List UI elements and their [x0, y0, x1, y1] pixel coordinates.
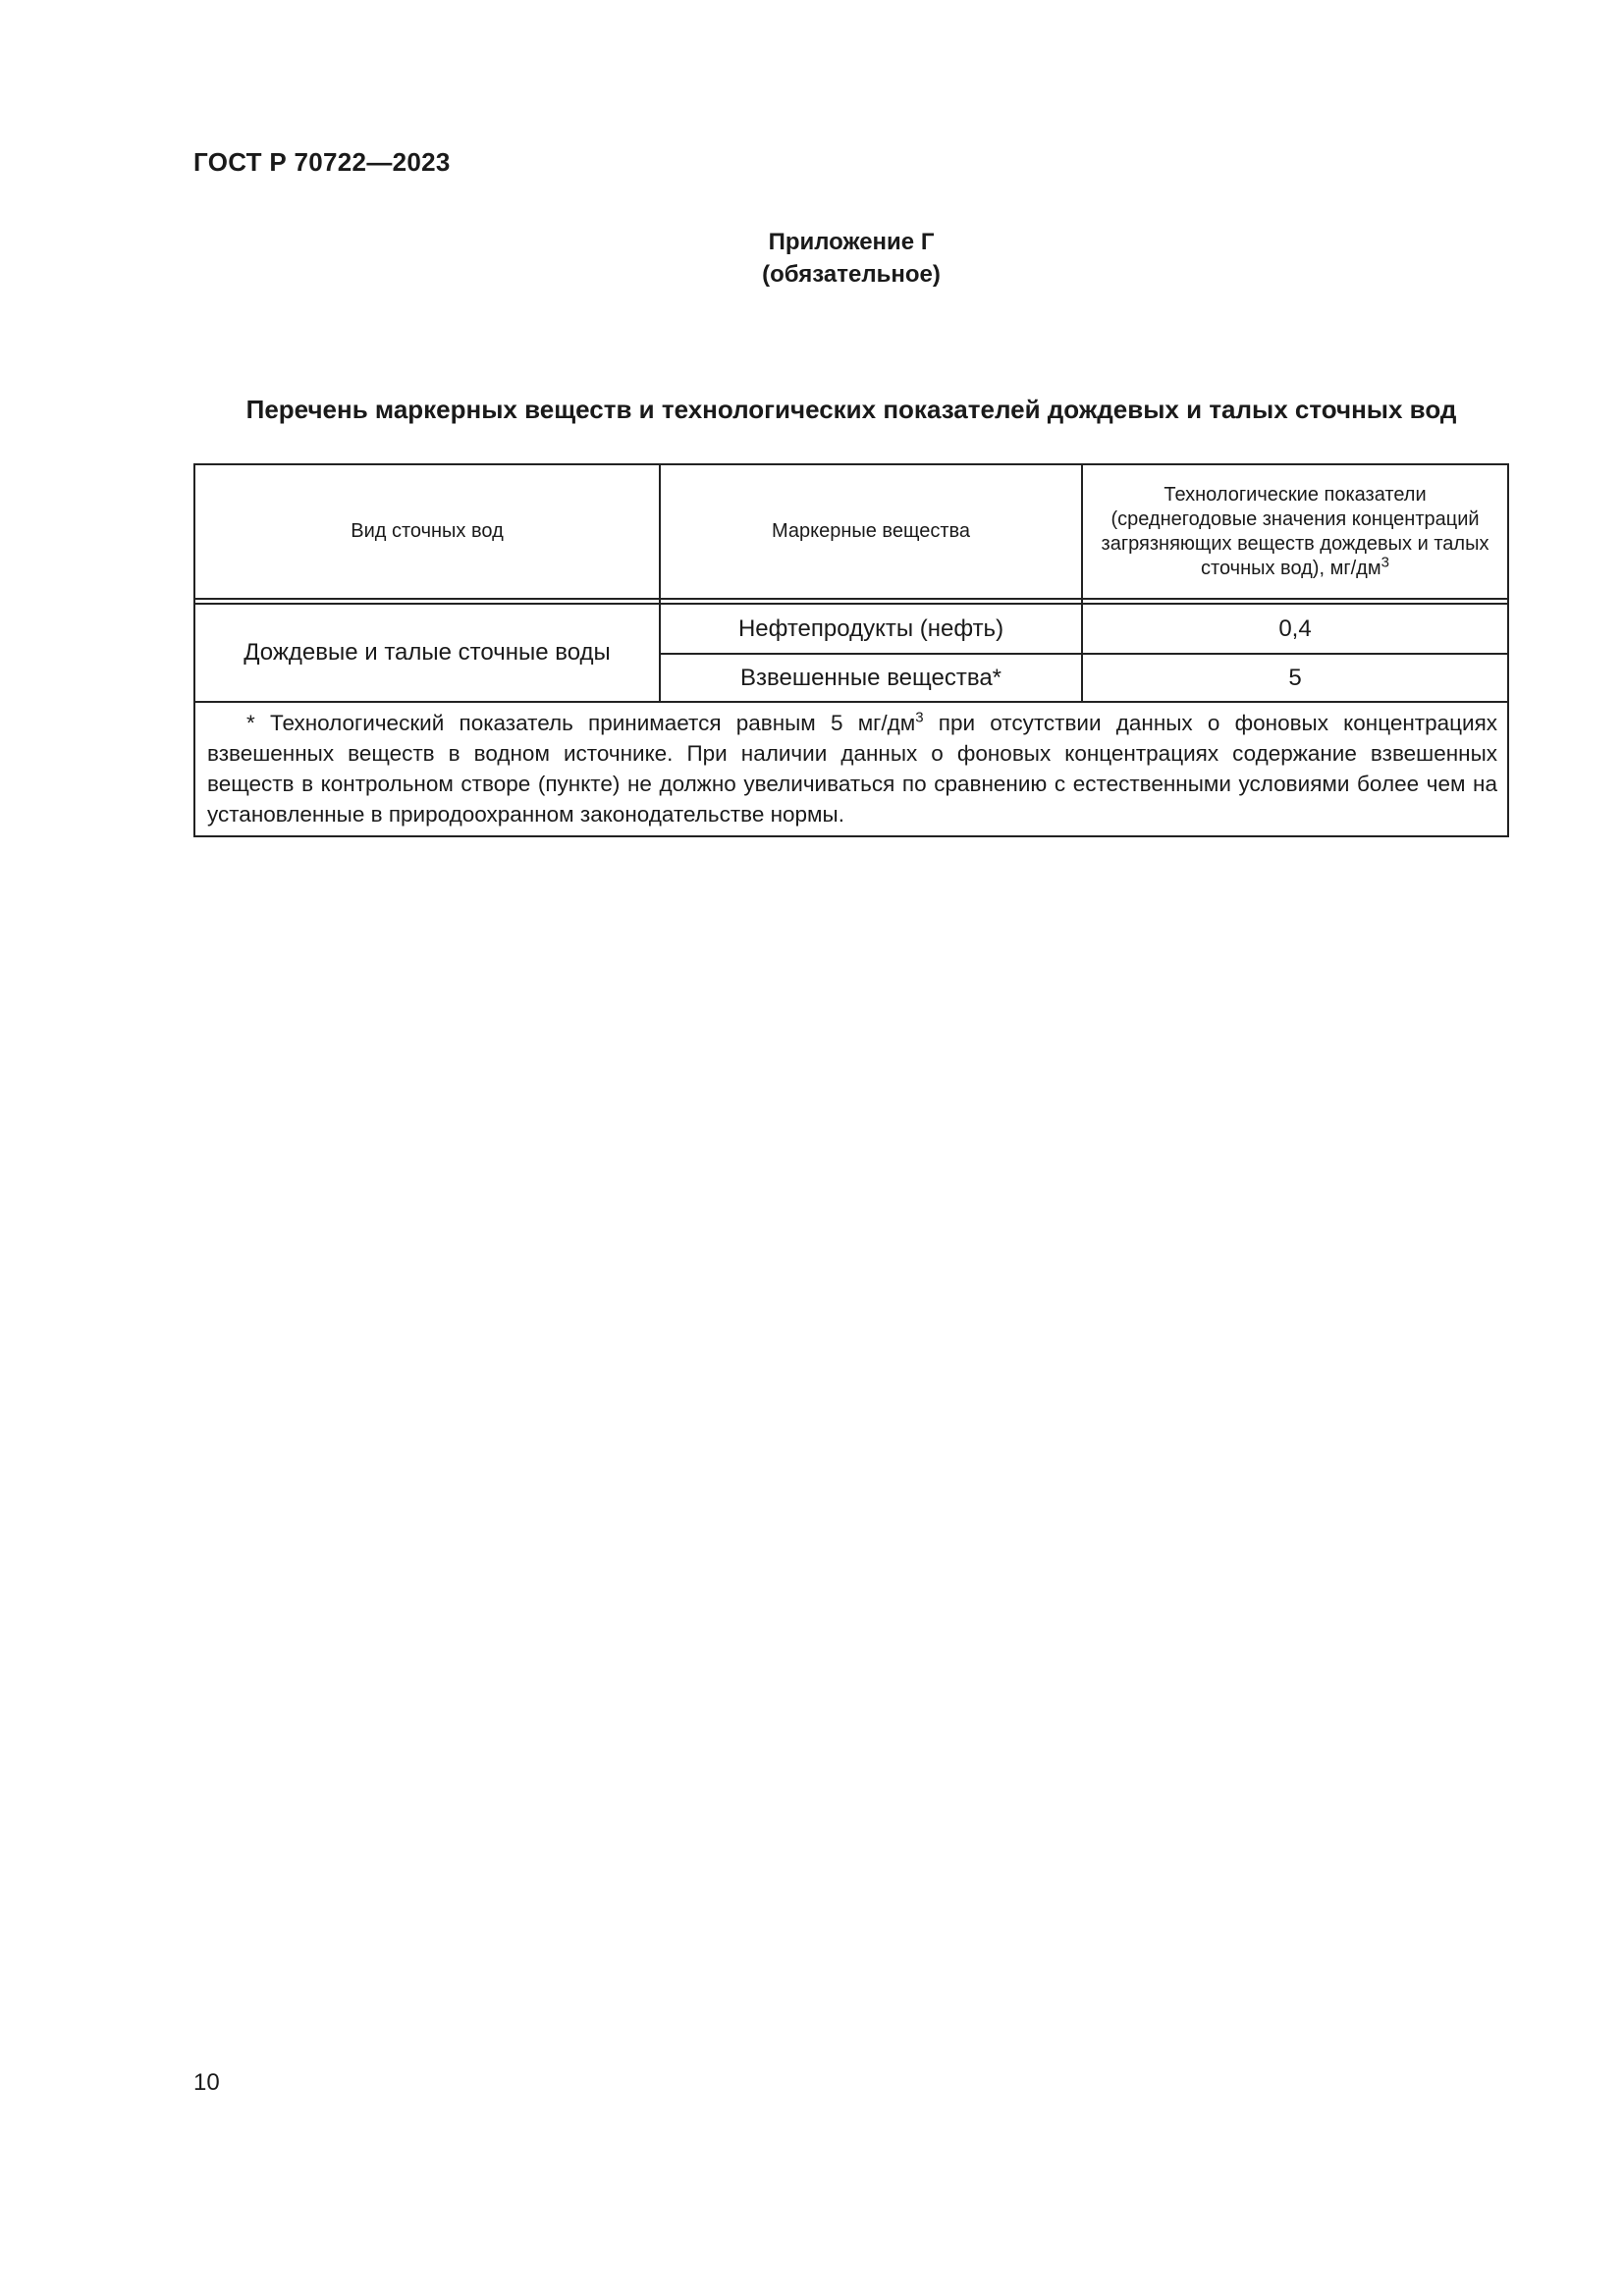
footnote-part1: * Технологический показатель принимается равным 5 мг/дм: [246, 711, 916, 735]
substance-cell-2: Взвешенные вещества*: [739, 664, 1002, 691]
value-cell-2: 5: [1288, 664, 1302, 691]
appendix-title: Приложение Г: [768, 229, 935, 255]
table-title: Перечень маркерных веществ и технологических показателей дождевых и талых сточных вод: [245, 395, 1457, 424]
header-indicators: [1083, 465, 1507, 598]
value-cell-1: 0,4: [1278, 614, 1312, 642]
table-footnote: [207, 708, 1497, 829]
header-divider-top: [195, 598, 1507, 600]
footnote-sup: 3: [915, 709, 924, 726]
substance-cell-1: Нефтепродукты (нефть): [737, 614, 1004, 642]
markers-table: [193, 463, 1509, 837]
footnote-part2: при отсутствии данных о фоновых концентрациях взвешенных веществ в водном источнике. При наличии данных о фоновых концентрациях содержание взвешенных веществ в контрольном створе (пункте) не должно увеличиваться по сравнению с естественными условиями более чем на установленные в природоохранном законодательстве нормы.: [207, 711, 1497, 827]
header-wastewater-type: Вид сточных вод: [351, 520, 504, 542]
appendix-heading: [193, 226, 1509, 291]
header-indicators-text: Технологические показатели (среднегодовые значения концентраций загрязняющих веществ дождевых и талых сточных вод), мг/дм: [1101, 483, 1489, 579]
document-code: ГОСТ Р 70722—2023: [193, 147, 451, 177]
header-indicators-sup: 3: [1380, 553, 1389, 570]
page-number: 10: [193, 2069, 220, 2096]
header-marker-substances: Маркерные вещества: [771, 520, 970, 542]
row-group-label: Дождевые и талые сточные воды: [244, 639, 611, 666]
footnote-divider: [195, 701, 1507, 703]
appendix-status: (обязательное): [762, 261, 941, 288]
